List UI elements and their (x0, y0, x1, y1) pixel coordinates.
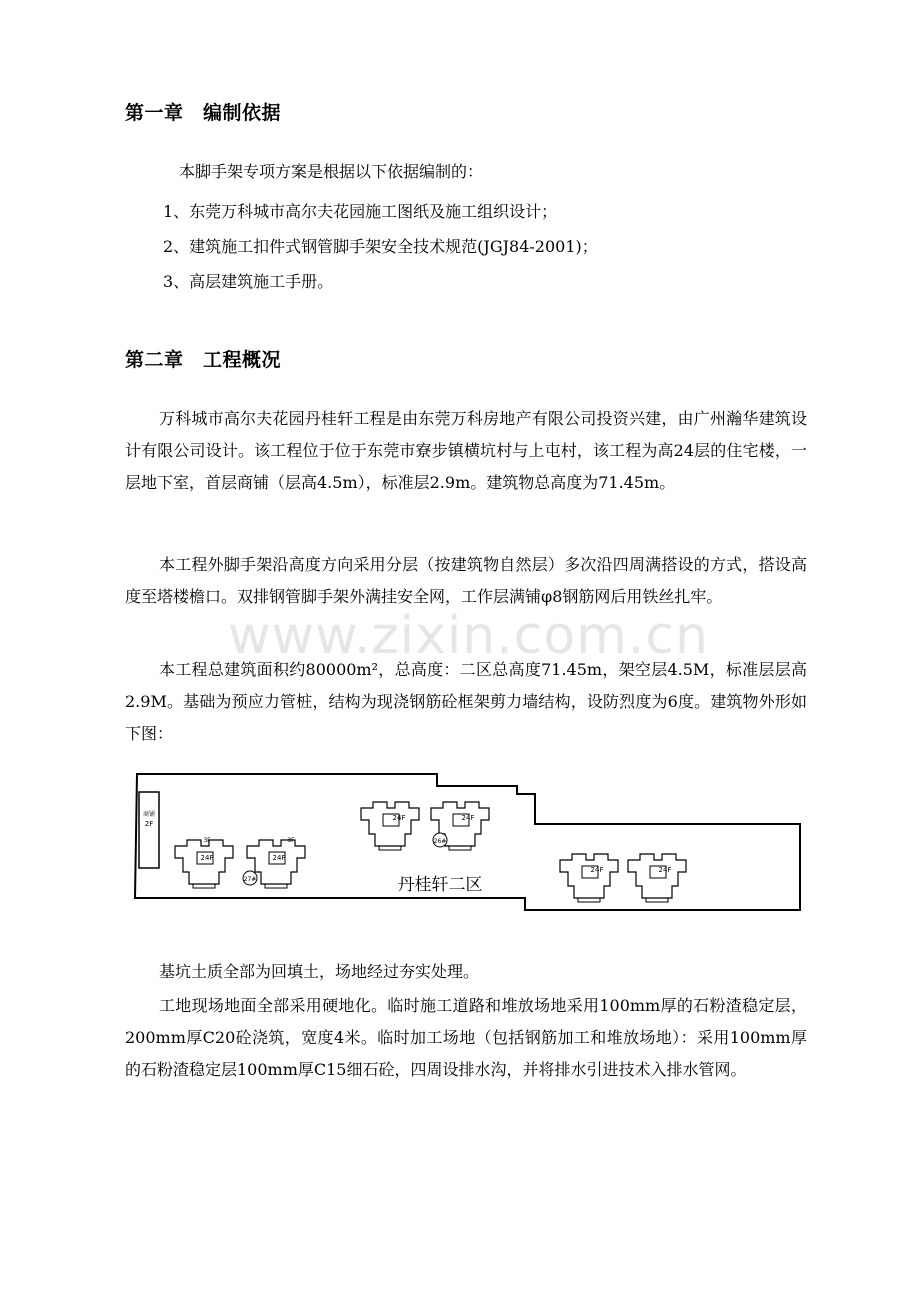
floor-label: 24F (200, 854, 214, 862)
zone-label: 丹桂轩二区 (397, 875, 483, 895)
soil-note: 基坑土质全部为回填土，场地经过夯实处理。 (159, 962, 480, 981)
roof-label: 3F (203, 837, 211, 844)
chapter1-intro: 本脚手架专项方案是根据以下依据编制的： (179, 162, 484, 181)
side-shop-label-line2: 2F (144, 820, 154, 828)
site-hardening-paragraph: 工地现场地面全部采用硬地化。临时施工道路和堆放场地采用100mm厚的石粉渣稳定层，200mm厚C20砼浇筑，宽度4米。临时加工场地（包括钢筋加工和堆放场地）：采用100mm厚的石粉渣稳定层100mm厚C15细石砼，四周设排水沟，并将排水引进技术入排水管网。 (125, 996, 807, 1079)
overview-paragraph-1: 万科城市高尔夫花园丹桂轩工程是由东莞万科房地产有限公司投资兴建，由广州瀚华建筑设计有限公司设计。该工程位于位于东莞市寮步镇横坑村与上屯村，该工程为高24层的住宅楼，一层地下室，首层商铺（层高4.5m），标准层2.9m。建筑物总高度为71.45m。 (125, 409, 807, 492)
roof-label: 3F (287, 837, 295, 844)
overview-paragraph-2: 本工程外脚手架沿高度方向采用分层（按建筑物自然层）多次沿四周满搭设的方式，搭设高度至塔楼檐口。双排钢管脚手架外满挂安全网，工作层满铺φ8钢筋网后用铁丝扎牢。 (125, 555, 807, 606)
watermark: www.zixin.com.cn (228, 606, 709, 666)
chapter2-title: 第二章 工程概况 (125, 349, 282, 371)
floor-label: 24F (658, 866, 672, 874)
overview-paragraph-3: 本工程总建筑面积约80000m²，总高度：二区总高度71.45m，架空层4.5M，标准层层高2.9M。基础为预应力管桩，结构为现浇钢筋砼框架剪力墙结构，设防烈度为6度。建筑物外形如下图： (125, 660, 807, 743)
site-plan-figure (125, 768, 815, 916)
floor-label: 24F (590, 866, 604, 874)
floor-label: 24F (461, 814, 475, 822)
side-shop-label-line1: 商铺 (142, 811, 156, 818)
building-number-27: 27# (243, 876, 257, 883)
chapter1-title: 第一章 编制依据 (125, 102, 282, 124)
basis-item-3: 3、高层建筑施工手册。 (163, 272, 334, 291)
floor-label: 24F (272, 854, 286, 862)
building-number-26: 26# (433, 838, 447, 845)
basis-item-2: 2、建筑施工扣件式钢管脚手架安全技术规范(JGJ84-2001)； (163, 237, 598, 256)
floor-label: 24F (392, 814, 406, 822)
side-shop-block (139, 792, 159, 868)
basis-item-1: 1、东莞万科城市高尔夫花园施工图纸及施工组织设计； (163, 202, 558, 221)
